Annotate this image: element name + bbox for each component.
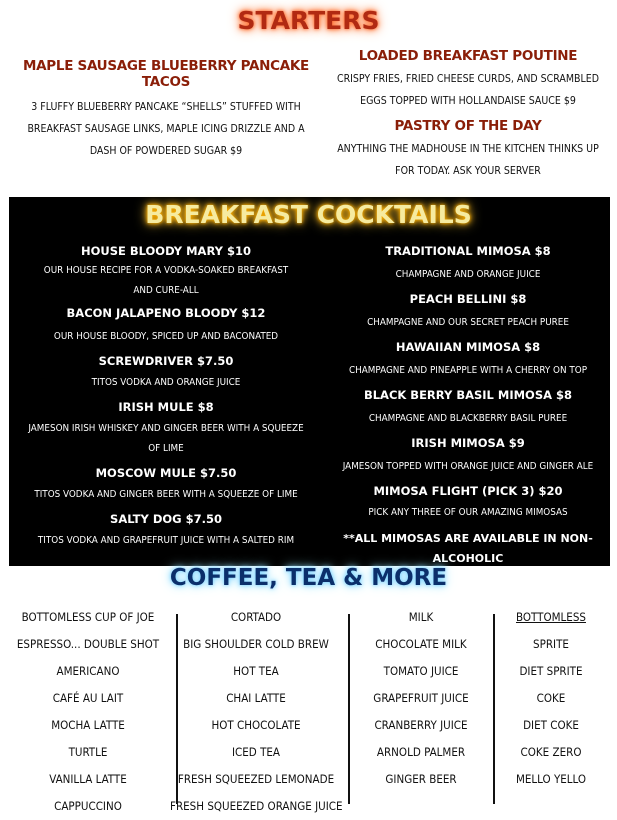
drink-item: DIET COKE (523, 718, 579, 732)
drink-item: AMERICANO (56, 664, 120, 678)
item-description: 3 FLUFFY BLUEBERRY PANCAKE “SHELLS” STUFFED WITH BREAKFAST SAUSAGE LINKS, MAPLE ICING DRIZZLE AND A DASH OF POWDERED SUGAR $9 (27, 101, 305, 157)
item-description: CRISPY FRIES, FRIED CHEESE CURDS, AND SCRAMBLED EGGS TOPPED WITH HOLLANDAISE SAUCE $9 (336, 73, 600, 107)
cocktail-description: OUR HOUSE RECIPE FOR A VODKA-SOAKED BREAKFAST AND CURE-ALL (43, 265, 289, 296)
cocktail-title: TRADITIONAL MIMOSA $8 (385, 244, 551, 258)
cocktail-title: PEACH BELLINI $8 (409, 292, 527, 306)
drinks-column-3 (352, 604, 490, 793)
drinks-column-4 (497, 604, 605, 793)
cocktail-description: CHAMPAGNE AND ORANGE JUICE (395, 269, 541, 280)
non-alcoholic-note: **ALL MIMOSAS ARE AVAILABLE IN NON-ALCOHOLIC (343, 532, 593, 565)
cocktails-heading: BREAKFAST COCKTAILS (145, 200, 472, 229)
cocktails-right-column (327, 241, 609, 569)
drink-item: ESPRESSO... DOUBLE SHOT (16, 637, 160, 651)
drink-item: BOTTOMLESS CUP OF JOE (21, 610, 155, 624)
drink-item: COKE ZERO (520, 745, 582, 759)
drink-item: TOMATO JUICE (383, 664, 459, 678)
cocktail-title: BLACK BERRY BASIL MIMOSA $8 (363, 388, 573, 402)
cocktail-title: HOUSE BLOODY MARY $10 (80, 244, 252, 258)
cocktail-description: JAMESON TOPPED WITH ORANGE JUICE AND GINGER ALE (342, 461, 594, 472)
cocktail-description: PICK ANY THREE OF OUR AMAZING MIMOSAS (368, 507, 568, 518)
cocktails-panel (9, 197, 610, 566)
drink-item: CHOCOLATE MILK (375, 637, 467, 651)
starter-right-column (328, 48, 608, 182)
cocktail-description: CHAMPAGNE AND PINEAPPLE WITH A CHERRY ON TOP (348, 365, 588, 376)
drink-item: MELLO YELLO (515, 772, 587, 786)
drink-item: HOT TEA (233, 664, 279, 678)
cocktail-title: BACON JALAPENO BLOODY $12 (66, 306, 266, 320)
cocktail-description: CHAMPAGNE AND BLACKBERRY BASIL PUREE (368, 413, 568, 424)
cocktail-title: MIMOSA FLIGHT (PICK 3) $20 (373, 484, 563, 498)
cocktail-title: HAWAIIAN MIMOSA $8 (395, 340, 541, 354)
cocktail-description: TITOS VODKA AND GINGER BEER WITH A SQUEEZE OF LIME (34, 489, 298, 500)
drinks-column-1 (8, 604, 168, 820)
drink-item: BIG SHOULDER COLD BREW (183, 637, 329, 651)
drink-item: COKE (536, 691, 566, 705)
cocktail-title: SALTY DOG $7.50 (110, 512, 222, 526)
drink-item: CRANBERRY JUICE (374, 718, 468, 732)
cocktail-title: IRISH MULE $8 (118, 400, 214, 414)
cocktail-description: OUR HOUSE BLOODY, SPICED UP AND BACONATED (53, 331, 279, 342)
cocktail-description: JAMESON IRISH WHISKEY AND GINGER BEER WITH A SQUEEZE OF LIME (28, 423, 304, 454)
drink-item: CORTADO (230, 610, 282, 624)
drink-item: ICED TEA (232, 745, 280, 759)
cocktail-description: TITOS VODKA AND ORANGE JUICE (91, 377, 241, 388)
drink-item: MOCHA LATTE (51, 718, 125, 732)
drink-item: HOT CHOCOLATE (211, 718, 301, 732)
column-header: BOTTOMLESS (516, 610, 586, 624)
cocktail-title: MOSCOW MULE $7.50 (95, 466, 237, 480)
drink-item: SPRITE (533, 637, 569, 651)
starter-pancake-tacos (10, 58, 322, 162)
item-title: PASTRY OF THE DAY (394, 118, 542, 134)
drink-item: DIET SPRITE (519, 664, 583, 678)
drink-item: ARNOLD PALMER (376, 745, 466, 759)
drink-item: GRAPEFRUIT JUICE (373, 691, 469, 705)
drink-item: CHAI LATTE (226, 691, 286, 705)
cocktail-description: TITOS VODKA AND GRAPEFRUIT JUICE WITH A SALTED RIM (37, 535, 295, 546)
drink-item: CAFÉ AU LAIT (52, 691, 124, 705)
drink-item: MILK (408, 610, 434, 624)
item-title: LOADED BREAKFAST POUTINE (358, 48, 578, 64)
cocktail-title: IRISH MIMOSA $9 (411, 436, 525, 450)
coffee-heading: COFFEE, TEA & MORE (169, 565, 448, 591)
drink-item: VANILLA LATTE (49, 772, 127, 786)
drink-item: FRESH SQUEEZED ORANGE JUICE (170, 799, 343, 813)
cocktail-title: SCREWDRIVER $7.50 (98, 354, 234, 368)
column-divider (348, 614, 350, 804)
drink-item: FRESH SQUEEZED LEMONADE (177, 772, 335, 786)
drink-item: TURTLE (68, 745, 108, 759)
drink-item: GINGER BEER (385, 772, 457, 786)
cocktails-left-column (20, 241, 312, 551)
column-divider (493, 614, 495, 804)
item-title: MAPLE SAUSAGE BLUEBERRY PANCAKE TACOS (23, 58, 309, 90)
drink-item: CAPPUCCINO (54, 799, 122, 813)
starters-heading: STARTERS (237, 6, 380, 35)
drinks-column-2 (170, 604, 342, 820)
cocktail-description: CHAMPAGNE AND OUR SECRET PEACH PUREE (367, 317, 569, 328)
item-description: ANYTHING THE MADHOUSE IN THE KITCHEN THINKS UP FOR TODAY. ASK YOUR SERVER (337, 143, 599, 177)
